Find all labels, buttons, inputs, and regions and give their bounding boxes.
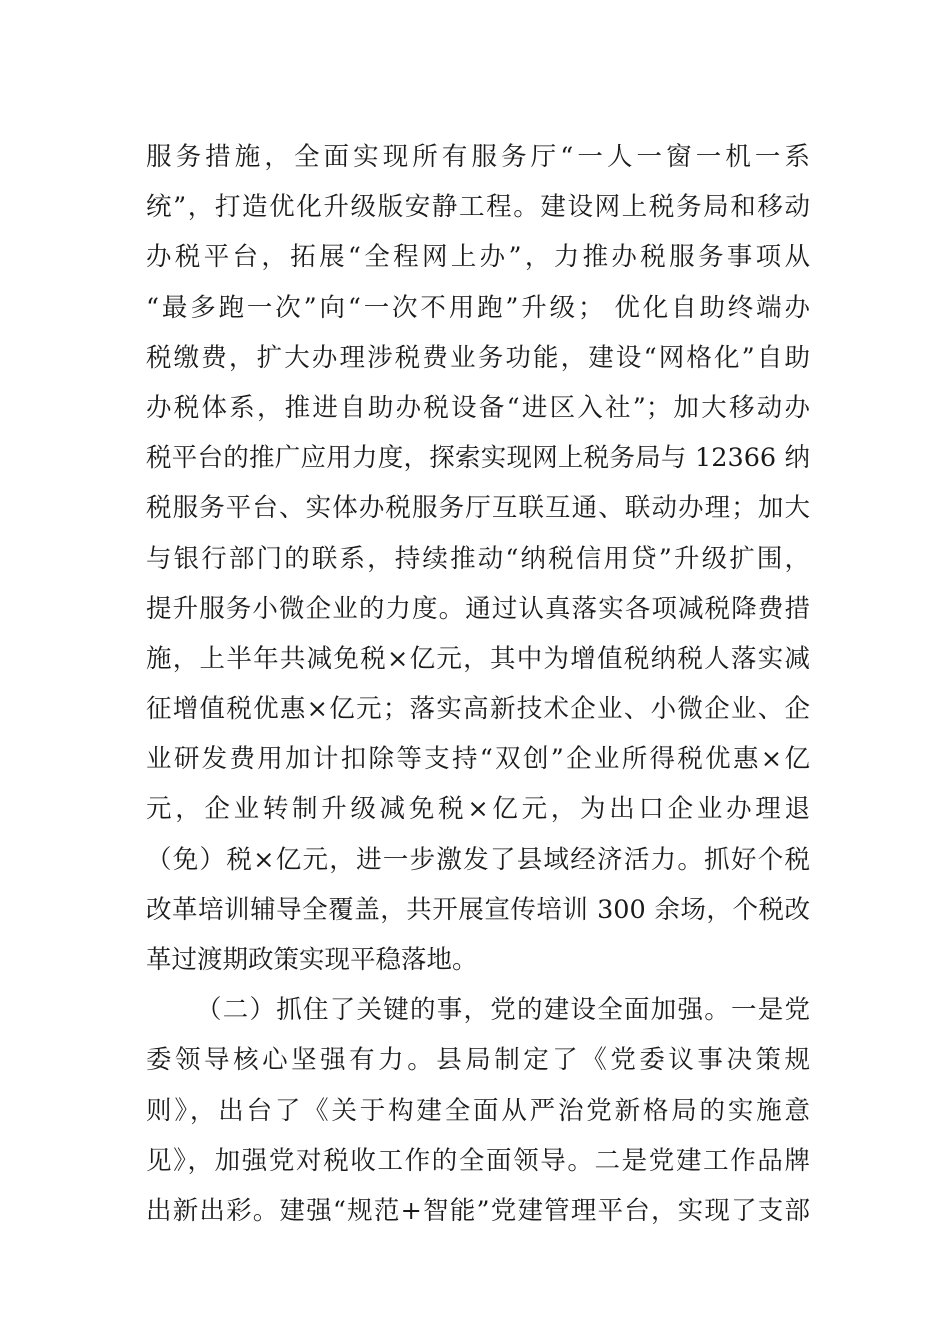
text-line: 统”，打造优化升级版安静工程。建设网上税务局和移动 <box>146 192 810 223</box>
text-line: 施，上半年共减免税×亿元，其中为增值税纳税人落实减 <box>146 643 810 674</box>
text-line: （免）税×亿元，进一步激发了县域经济活力。抓好个税 <box>146 844 810 875</box>
text-line: 办税平台，拓展“全程网上办”，力推办税服务事项从 <box>146 242 810 273</box>
body-text <box>146 132 810 1236</box>
text-line: 办税体系，推进自助办税设备“进区入社”；加大移动办 <box>146 392 810 423</box>
text-line: 提升服务小微企业的力度。通过认真落实各项减税降费措 <box>146 593 810 624</box>
text-line: 则》，出台了《关于构建全面从严治党新格局的实施意 <box>146 1095 810 1126</box>
text-line: 元，企业转制升级减免税×亿元，为出口企业办理退 <box>146 794 810 825</box>
text-line: 革过渡期政策实现平稳落地。 <box>146 945 478 975</box>
text-line: 出新出彩。建强“规范+智能”党建管理平台，实现了支部 <box>146 1195 810 1226</box>
text-line: 税服务平台、实体办税服务厅互联互通、联动办理；加大 <box>146 493 810 524</box>
text-line: 税平台的推广应用力度，探索实现网上税务局与 12366 纳 <box>146 443 810 474</box>
text-line: 业研发费用加计扣除等支持“双创”企业所得税优惠×亿 <box>146 744 810 775</box>
text-line: （二）抓住了关键的事，党的建设全面加强。一是党 <box>196 995 810 1026</box>
text-line: 与银行部门的联系，持续推动“纳税信用贷”升级扩围， <box>146 543 810 574</box>
text-line: 改革培训辅导全覆盖，共开展宣传培训 300 余场，个税改 <box>146 894 810 925</box>
text-line: 见》，加强党对税收工作的全面领导。二是党建工作品牌 <box>146 1145 810 1176</box>
text-line: “最多跑一次”向“一次不用跑”升级； 优化自助终端办 <box>146 292 810 323</box>
text-line: 服务措施，全面实现所有服务厅“一人一窗一机一系 <box>146 142 810 172</box>
text-line: 征增值税优惠×亿元；落实高新技术企业、小微企业、企 <box>146 694 810 725</box>
text-line: 委领导核心坚强有力。县局制定了《党委议事决策规 <box>146 1045 810 1076</box>
text-line: 税缴费，扩大办理涉税费业务功能，建设“网格化”自助 <box>146 342 810 373</box>
